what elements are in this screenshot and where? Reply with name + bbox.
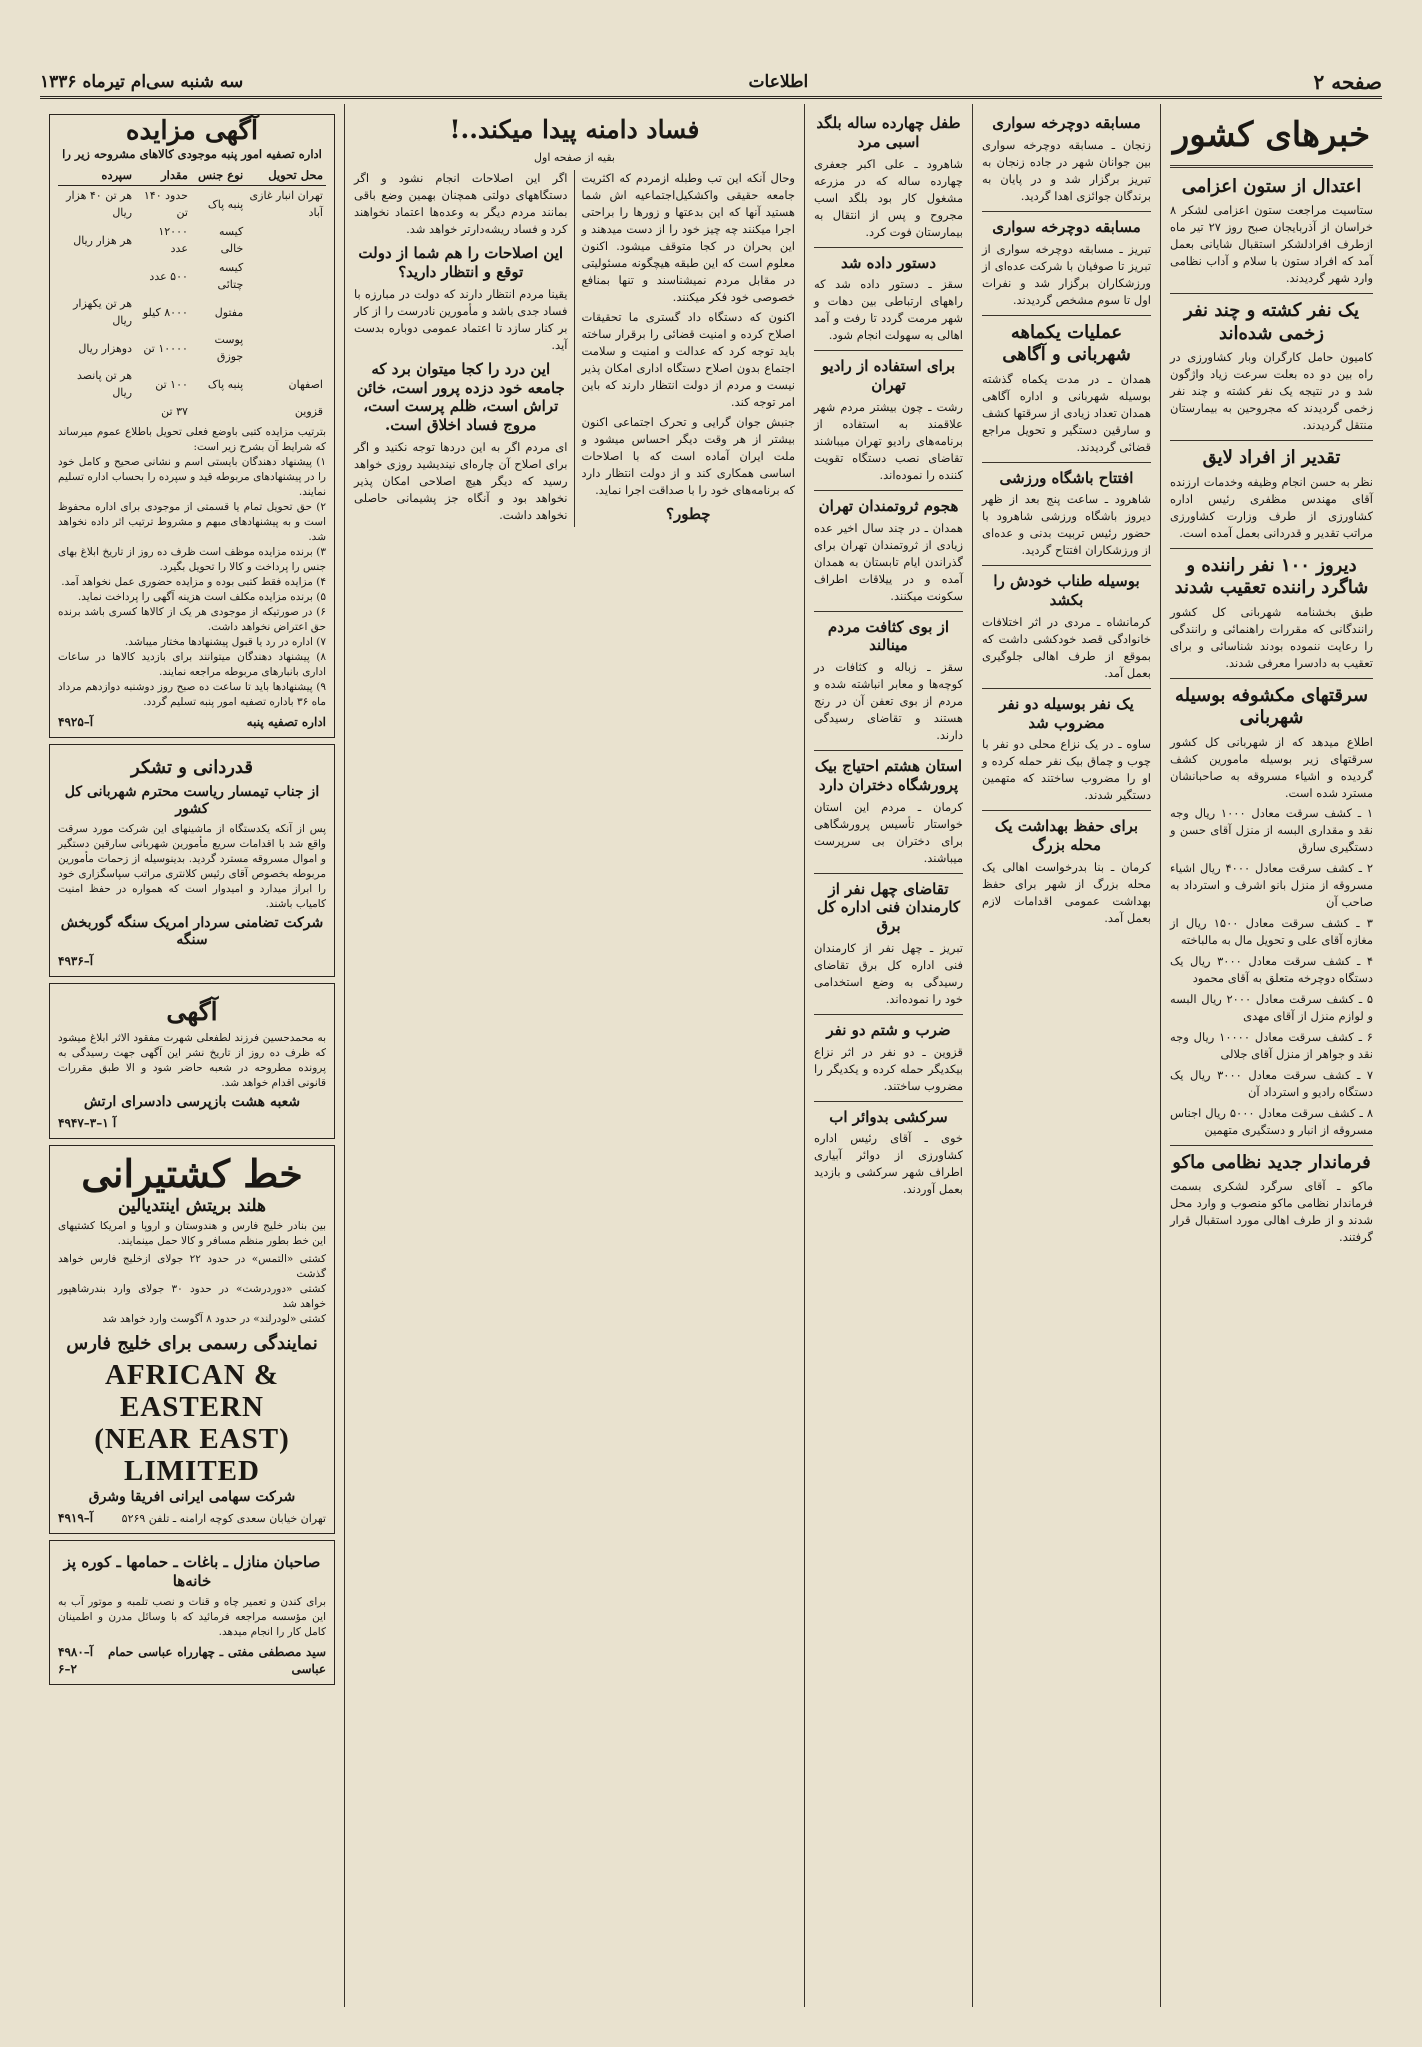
article-body: شاهرود ـ ساعت پنج بعد از ظهر دیروز باشگاه ورزشی شاهرود با حضور رئیس تربیت بدنی و عده‌ای از ورزشکاران افتتاح گردید. — [982, 492, 1151, 558]
column-events — [972, 104, 1160, 2007]
table-row — [58, 186, 326, 223]
table-cell: ۱۰۰ تن — [155, 377, 188, 391]
condition-item: ۸) پیشنهاد دهندگان میتوانند برای بازدید کالاها در ساعات اداری بانبارهای مربوطه مراجعه نمایند. — [58, 651, 326, 678]
table-row — [58, 366, 326, 402]
ad-subtitle: هلند بریتش اینتدیالین — [118, 1195, 266, 1216]
theft-list — [1170, 805, 1373, 1139]
table-cell: هر هزار ریال — [73, 233, 133, 247]
condition-item: بترتیب مزایده کتبی باوضع فعلی تحویل باطلاع عموم میرساند که شرایط آن بشرح زیر است: — [58, 426, 326, 453]
ship-item: کشتی «لودرلند» در حدود ۸ آگوست وارد خواهد شد — [102, 1312, 326, 1325]
continued-note: بقیه از صفحه اول — [534, 151, 615, 165]
table-cell: دوهزار ریال — [78, 341, 133, 355]
auction-table — [58, 166, 326, 421]
article-headline: عملیات یکماهه شهربانی و آگاهی — [1002, 321, 1131, 365]
divider — [814, 750, 963, 751]
table-cell: پنبه پاک — [207, 377, 244, 391]
ad-code: ۴۹۸۰–آ ۲–۶ — [58, 1644, 94, 1676]
table-cell: ۵۰۰ عدد — [149, 269, 188, 283]
condition-item: ۹) پیشنهادها باید تا ساعت ده صبح روز دوشنبه دوازدهم مرداد ماه ۳۶ باداره تصفیه امور پنبه تسلیم گردد. — [58, 681, 326, 708]
table-row — [58, 222, 326, 258]
company-address: تهران خیابان سعدی کوچه ارامنه ـ تلفن ۵۲۶۹ — [121, 1512, 326, 1526]
article-headline: ضرب و شتم دو نفر — [826, 1020, 951, 1039]
ad-title: آگهی مزایده — [125, 116, 259, 146]
ad-body: برای کندن و تعمیر چاه و قنات و نصب تلمبه و موتور آب به این مؤسسه مراجعه فرمائید که با وسائل مدرن و اطمینان کامل کار را انجام میدهد. — [58, 1595, 326, 1638]
table-header-row — [58, 166, 326, 186]
list-item: ۴ ـ کشف سرقت معادل ۳۰۰۰ ریال یک دستگاه دوچرخه متعلق به آقای محمود — [1170, 953, 1374, 985]
ad-footer — [58, 1510, 326, 1527]
article-paragraph: اکنون که دستگاه داد گستری ما تحقیقات اصلاح کرده و امنیت قضائی را برقرار ساخته باید توجه کرد که عدالت و امنیت و سلامت اجتماع بدون اصلاح دستگاه اداری امکان پذیر نیست و مردم از دولت انتظار دارند که باین امر توجه کند. — [581, 310, 795, 410]
divider — [1170, 440, 1373, 441]
table-cell — [246, 330, 326, 366]
condition-item: ۱) پیشنهاد دهندگان بایستی اسم و نشانی صحیح و کامل خود را در پیشنهادهای مربوطه قید و سپرده را بحساب اداره تسلیم نمایند. — [58, 456, 326, 498]
article-headline: تقاضای چهل نفر از کارمندان فنی اداره کل برق — [816, 879, 961, 935]
table-cell: ۱۰۰۰۰ تن — [143, 341, 188, 355]
ad-code: ۴۹۲۵–آ — [58, 715, 94, 729]
table-cell — [246, 294, 326, 330]
article-headline: اعتدال از ستون اعزامی — [1181, 175, 1362, 197]
divider — [982, 315, 1151, 316]
divider — [814, 247, 963, 248]
article-body: همدان ـ در چند سال اخیر عده زیادی از ثروتمندان تهران برای گذراندن ایام تابستان به همدان آمده و در ییلاقات اطراف سکونت میکنند. — [814, 520, 963, 603]
page-number: صفحه ۲ — [1313, 70, 1382, 94]
agency-title: نمایندگی رسمی برای خلیج فارس — [66, 1332, 318, 1354]
table-cell — [58, 402, 135, 421]
condition-item: ۴) مزایده فقط کتبی بوده و مزایده حضوری عمل نخواهد آمد. — [61, 576, 326, 588]
table-cell: ۸۰۰۰ کیلو — [142, 305, 188, 319]
divider — [1170, 165, 1373, 168]
article-headline: یک نفر کشته و چند نفر زخمی شده‌اند — [1184, 300, 1359, 344]
table-cell: هر تن یکهزار ریال — [73, 297, 133, 327]
table-row — [58, 330, 326, 366]
article-body: نظر به حسن انجام وظیفه وخدمات ارزنده آقای مهندس مظفری رئیس اداره کشاورزی از طرف وزارت کشاورزی مراتب تقدیر و قدردانی بعمل آمده است. — [1170, 474, 1373, 540]
list-item: ۱ ـ کشف سرقت معادل ۱۰۰۰ ریال وجه نقد و مقداری البسه از منزل آقای حسن و دستگیری سارق — [1170, 805, 1373, 854]
divider — [1170, 678, 1373, 679]
masthead — [40, 68, 1382, 99]
article-subheading: این درد را کجا میتوان برد که جامعه خود دزده پرور است، خائن تراش است، ظلم پرست است، مروج فساد اخلاق است. — [356, 359, 565, 434]
ad-shipping — [49, 1145, 335, 1535]
article-title: فساد دامنه پیدا میکند..! — [449, 115, 700, 144]
ad-notice — [49, 983, 335, 1139]
article-headline: طفل چهارده ساله بلگد اسبی مرد — [816, 114, 961, 151]
article-paragraph: وحال آنکه این تب وطبله ازمردم که اکثریت جامعه حقیقی واکشکیل‌اجتماعیه اش شما هستید آنها که این بدعتها و زورها را براحتی اجرا میکنند چه چیز خود را از دست میدهند و این بحران در کجا متوقف میشود. اکنون معلوم است که این طبقه هیچگونه مسئولیتی در مقابل مردم نمیشناسند و تنها بمنافع خصوصی خود فکر میکنند. — [581, 171, 795, 305]
article-body: رشت ـ چون بیشتر مردم شهر علاقمند به استفاده از برنامه‌های رادیو تهران میباشند تقاضای نصب دستگاه تقویت کننده را نموده‌اند. — [814, 399, 963, 482]
divider — [814, 350, 963, 351]
article-headline: استان هشتم احتیاج بیک پرورشگاه دختران دارد — [814, 757, 963, 794]
article-body: ماکو ـ آقای سرگرد لشکری بسمت فرماندار نظامی ماکو منصوب و وارد محل شدند و از طرف اهالی مورد استقبال قرار گرفتند. — [1170, 1179, 1373, 1244]
table-cell: هر تن پانصد ریال — [76, 369, 133, 399]
divider — [982, 565, 1151, 566]
divider — [982, 810, 1151, 811]
article-headline: افتتاح باشگاه ورزشی — [999, 468, 1134, 487]
article-headline: برای حفظ بهداشت یک محله بزرگ — [994, 817, 1139, 854]
article-subheading: چطور؟ — [665, 505, 711, 524]
ad-subtitle: از جناب تیمسار ریاست محترم شهربانی کل کشور — [64, 783, 320, 817]
company-name: شرکت سهامی ایرانی افریقا وشرق — [88, 1489, 296, 1506]
ad-footer — [58, 1644, 326, 1678]
table-cell: پنبه پاک — [207, 197, 244, 211]
divider — [982, 688, 1151, 689]
article-body: ساوه ـ در یک نزاع محلی دو نفر با چوب و چماق بیک نفر حمله کرده و او را مضروب ساختند که متهمین دستگیر شدند. — [982, 737, 1151, 803]
article-columns — [354, 170, 795, 527]
ad-title: خط کشتیرانی — [81, 1150, 303, 1196]
ad-title: آگهی — [166, 996, 218, 1026]
column-advertisements — [40, 104, 344, 2007]
table-cell — [246, 222, 326, 258]
table-cell: ۳۷ تن — [161, 405, 188, 418]
ad-body: بین بنادر خلیج فارس و هندوستان و اروپا و امریکا کشتیهای این خط بطور منظم مسافر و کالا حمل مینمایند. — [58, 1219, 326, 1247]
list-item: ۶ ـ کشف سرقت معادل ۱۰۰۰۰ ریال وجه نقد و جواهر از منزل آقای جلالی — [1170, 1029, 1373, 1061]
article-paragraph: جنبش جوان گرایی و تحرک اجتماعی اکنون بیشتر از هر وقت دیگر احساس میشود و ملت ایران آماده است که با اصلاحات اساسی همکاری کند و از دولت انتظار دارد که برنامه‌های خود را با صداقت اجرا نماید. — [581, 415, 795, 498]
table-cell: اصفهان — [288, 377, 323, 391]
article-body: سقز ـ زباله و کثافات در کوچه‌ها و معابر انباشته شده و مردم از بوی تعفن آن در رنج هستند و تقاضای رسیدگی دارند. — [814, 660, 963, 742]
table-cell — [191, 402, 246, 421]
article-headline: مسابقه دوچرخه سواری — [992, 114, 1141, 132]
ad-title: صاحبان منازل ـ باغات ـ حمامها ـ کوره پز خانه‌ها — [63, 1553, 321, 1590]
table-cell — [246, 258, 326, 294]
condition-item: ۵) برنده مزایده مکلف است هزینه آگهی را پرداخت نماید. — [77, 591, 326, 603]
article-body: زنجان ـ مسابقه دوچرخه سواری بین جوانان شهر در جاده زنجان به تبریز برگزار شد و در پایان به برندگان جوائزی اهدا گردید. — [982, 137, 1151, 203]
article-headline: فرماندار جدید نظامی ماکو — [1172, 1151, 1371, 1173]
table-cell: ۱۲۰۰۰ عدد — [158, 225, 188, 255]
table-cell: کیسه چتائی — [217, 261, 244, 291]
ad-signer: اداره تصفیه پنبه — [246, 715, 326, 729]
company-latin-name: (NEAR EAST) LIMITED — [94, 1423, 290, 1488]
article-headline: بوسیله طناب خودش را بکشد — [993, 572, 1140, 609]
article-headline: هجوم ثروتمندان تهران — [818, 496, 959, 515]
column-short-news — [804, 104, 972, 2007]
divider — [1170, 1145, 1373, 1146]
article-paragraph: ای مردم اگر به این دردها توجه نکنید و اگر برای اصلاح آن چاره‌ای نیندیشید روزی خواهد رسید که دیگر هیچ اصلاحی امکان پذیر نخواهد بود و آنگاه جز پشیمانی حاصلی نخواهد داشت. — [354, 439, 568, 522]
article-headline: مسابقه دوچرخه سواری — [992, 217, 1141, 236]
divider — [982, 462, 1151, 463]
article-paragraph: اگر این اصلاحات انجام نشود و اگر دستگاههای دولتی همچنان بهمین وضع باقی بمانند مردم دیگر به وعده‌ها اعتماد نخواهند کرد و فساد ریشه‌دارتر خواهد شد. — [354, 171, 568, 237]
ad-body: پس از آنکه یکدستگاه از ماشینهای این شرکت مورد سرقت واقع شد با اقدامات سریع مأمورین شهربانی سارقین دستگیر و اموال مسروقه مسترد گردید. بدینوسیله از زحمات مأمورین مربوطه بخصوص آقای رئیس کلانتری مراتب سپاسگزاری خود را ابراز میدارد و امیدوار است که همواره در حفظ امنیت کامیاب باشند. — [58, 822, 326, 910]
divider — [814, 490, 963, 491]
column-country-news — [1160, 104, 1382, 2007]
article-headline: برای استفاده از رادیو تهران — [821, 357, 956, 394]
article-body: کرمان ـ بنا بدرخواست اهالی یک محله بزرگ از شهر برای حفظ بهداشت عمومی اقدامات لازم بعمل آمد. — [982, 859, 1151, 925]
condition-item: ۳) برنده مزایده موظف است ظرف ده روز از تاریخ ابلاغ بهای جنس را پرداخت و کالا را تحویل بگیرد. — [58, 546, 326, 573]
table-row — [58, 402, 326, 421]
article-body: قزوین ـ دو نفر در اثر نزاع بیکدیگر حمله کرده و یکدیگر را مضروب ساختند. — [814, 1044, 963, 1093]
table-cell: هر تن ۴۰ هزار ریال — [66, 189, 133, 219]
article-body: اطلاع میدهد که از شهربانی کل کشور سرقتهای زیر بوسیله مامورین کشف گردیده و اشیاء مسروقه به صاحبانشان مسترد شده است. — [1170, 734, 1373, 800]
table-cell: کیسه خالی — [218, 225, 244, 255]
ad-body: به محمدحسین فرزند لطفعلی شهرت مفقود الاثر ابلاغ میشود که ظرف ده روز از تاریخ نشر این آگهی جهت رسیدگی به پرونده مطروحه در شعبه حاضر شود و الا طبق مقررات قانونی اقدام خواهد شد. — [58, 1031, 326, 1089]
divider — [814, 611, 963, 612]
article-headline: سرکشی بدوائر اب — [829, 1107, 948, 1126]
ad-auction — [49, 114, 335, 738]
ad-code: ۴۹۳۶–آ — [58, 953, 94, 968]
ad-title: قدردانی و تشکر — [131, 757, 253, 778]
table-row — [58, 294, 326, 330]
header-location: محل تحویل — [246, 166, 326, 186]
condition-item: ۲) حق تحویل تمام یا قسمتی از موجودی برای اداره محفوظ است و به پیشنهادهای مبهم و مشروط ترتیب اثر داده نخواهد شد. — [58, 501, 326, 543]
list-item: ۲ ـ کشف سرقت معادل ۴۰۰۰ ریال اشیاء مسروقه از منزل بانو اشرف و استرداد به صاحب آن — [1170, 860, 1373, 909]
ad-signer: شرکت تضامنی سردار امریک سنگه گوربخش سنگه — [60, 914, 324, 948]
ad-code: ۴۹۴۷–آ ۱–۳ — [58, 1115, 117, 1130]
article-body: کامیون حامل کارگران وبار کشاورزی در راه بین دو ده بعلت سرعت زیاد واژگون شد و در نتیجه یک نفر کشته و چند نفر زخمی گردیدند که مجروحین به بیمارستان منتقل گردیدند. — [1170, 350, 1373, 432]
divider — [982, 211, 1151, 212]
list-item: ۵ ـ کشف سرقت معادل ۲۰۰۰ ریال البسه و لوازم منزل از آقای مهدی — [1170, 991, 1373, 1023]
issue-date: سه شنبه سی‌ام تیرماه ۱۳۳۶ — [40, 72, 244, 92]
article-body: کرمانشاه ـ مردی در اثر اختلافات خانوادگی قصد خودکشی داشت که بموقع از طرف اهالی جلوگیری بعمل آمد. — [982, 614, 1151, 680]
divider — [1170, 293, 1373, 294]
article-body: خوی ـ آقای رئیس اداره کشاورزی از دوائر آبیاری اطراف شهر سرکشی و بازدید بعمل آوردند. — [814, 1131, 963, 1197]
table-row — [58, 258, 326, 294]
article-headline: سرقتهای مکشوفه بوسیله شهربانی — [1174, 684, 1369, 728]
divider — [1170, 548, 1373, 549]
ad-thanks — [49, 744, 335, 977]
ship-list — [58, 1252, 326, 1327]
ad-owners — [49, 1540, 335, 1685]
article-body: تبریز ـ چهل نفر از کارمندان فنی اداره کل برق تقاضای رسیدگی به وضع استخدامی خود را نموده‌اند. — [814, 940, 963, 1006]
ad-code: ۴۹۱۹–آ — [58, 1511, 94, 1526]
article-subheading: این اصلاحات را هم شما از دولت توقع و انتظار دارید؟ — [358, 244, 564, 281]
auction-conditions — [58, 425, 326, 710]
divider — [814, 1014, 963, 1015]
ship-item: کشتی «دوردرشت» در حدود ۳۰ جولای وارد بندرشاهپور خواهد شد — [58, 1282, 326, 1310]
table-cell — [58, 258, 135, 294]
columns — [40, 104, 1382, 2007]
article-paragraph: یقینا مردم انتظار دارند که دولت در مبارزه با فساد جدی باشد و مأمورین نادرست را از کار بر کنار سازد تا اعتماد عمومی دوباره بدست آید. — [354, 286, 568, 352]
ship-item: کشتی «التمس» در حدود ۲۲ جولای ازخلیج فارس خواهد گذشت — [58, 1252, 326, 1280]
article-body: تبریز ـ مسابقه دوچرخه سواری از تبریز تا صوفیان با شرکت عده‌ای از ورزشکاران برگزار شد و نفرات اول تا سوم مشخص گردیدند. — [982, 241, 1151, 307]
table-cell: پوست جوزق — [214, 333, 244, 363]
article-headline: یک نفر بوسیله دو نفر مضروب شد — [999, 694, 1134, 732]
list-item: ۳ ـ کشف سرقت معادل ۱۵۰۰ ریال از مغازه آقای علی و تحویل مال به مالباخته — [1170, 915, 1373, 947]
condition-item: ۷) اداره در رد یا قبول پیشنهادها مختار میباشد. — [124, 636, 326, 648]
header-amount: مقدار — [135, 166, 191, 186]
article-headline: از بوی کثافت مردم مینالند — [827, 617, 950, 655]
table-cell: قزوین — [294, 405, 323, 418]
header-type: نوع جنس — [191, 166, 246, 186]
paper-name: اطلاعات — [748, 72, 809, 92]
article-headline: دستور داده شد — [840, 253, 937, 272]
section-title: خبرهای کشور — [1172, 115, 1371, 155]
ad-footer — [58, 714, 326, 731]
table-cell: تهران انبار غازی آباد — [249, 189, 323, 219]
header-deposit: سپرده — [58, 166, 135, 186]
article-body: کرمان ـ مردم این استان خواستار تأسیس پرورشگاهی برای دختران بی سرپرست میباشند. — [814, 799, 963, 865]
ad-signer: سید مصطفی مفتی ـ چهارراه عباسی حمام عباسی — [107, 1644, 326, 1676]
list-item: ۸ ـ کشف سرقت معادل ۵۰۰۰ ریال اجناس مسروقه از انبار و دستگیری متهمین — [1170, 1105, 1373, 1137]
condition-item: ۶) در صورتیکه از موجودی هر یک از کالاها کسری باشد برنده حق اعتراض نخواهد داشت. — [58, 606, 326, 633]
column-main-article — [344, 104, 804, 2007]
ad-signer: شعبه هشت بازپرسی دادسرای ارتش — [83, 1093, 301, 1110]
ad-intro: اداره تصفیه امور پنبه موجودی کالاهای مشروحه زیر را — [62, 147, 322, 161]
divider — [814, 1101, 963, 1102]
article-body: ستاسیت مراجعت ستون اعزامی لشکر ۸ خراسان از آذربایجان صبح روز ۲۷ تیر ماه ازطرف افرادلشکر استقبال شایانی بعمل آمد که افراد ستون با سلام و آداب نظامی وارد شهر گردیدند. — [1170, 203, 1373, 285]
table-cell: حدود ۱۴۰ تن — [143, 189, 188, 219]
article-body: همدان ـ در مدت یکماه گذشته بوسیله شهربانی و اداره آگاهی همدان تعداد زیادی از سرقتها کشف و سارقین دستگیر و تحویل مراجع قضائی گردیدند. — [982, 371, 1151, 454]
article-headline: تقدیر از افراد لایق — [1202, 447, 1341, 468]
company-latin-name: AFRICAN & EASTERN — [104, 1359, 280, 1424]
article-body: شاهرود ـ علی اکبر جعفری چهارده ساله که در مزرعه مشغول کار بود بلگد اسب مجروح و پس از انتقال به بیمارستان فوت کرد. — [814, 156, 963, 239]
article-headline: دیروز ۱۰۰ نفر راننده و شاگرد راننده تعقیب شدند — [1174, 554, 1369, 598]
divider — [814, 873, 963, 874]
article-body: سقز ـ دستور داده شد که راههای ارتباطی بین دهات و شهر مرمت گردد تا رفت و آمد اهالی به سهولت انجام شود. — [814, 277, 963, 343]
article-body: طبق بخشنامه شهربانی کل کشور رانندگانی که مقررات راهنمائی و رانندگی را رعایت ننموده بودند شناسائی و برای تعقیب به دادسرا معرفی شدند. — [1170, 604, 1373, 670]
table-cell: مفتول — [214, 305, 244, 319]
list-item: ۷ ـ کشف سرقت معادل ۳۰۰۰ ریال یک دستگاه رادیو و استرداد آن — [1170, 1067, 1374, 1099]
